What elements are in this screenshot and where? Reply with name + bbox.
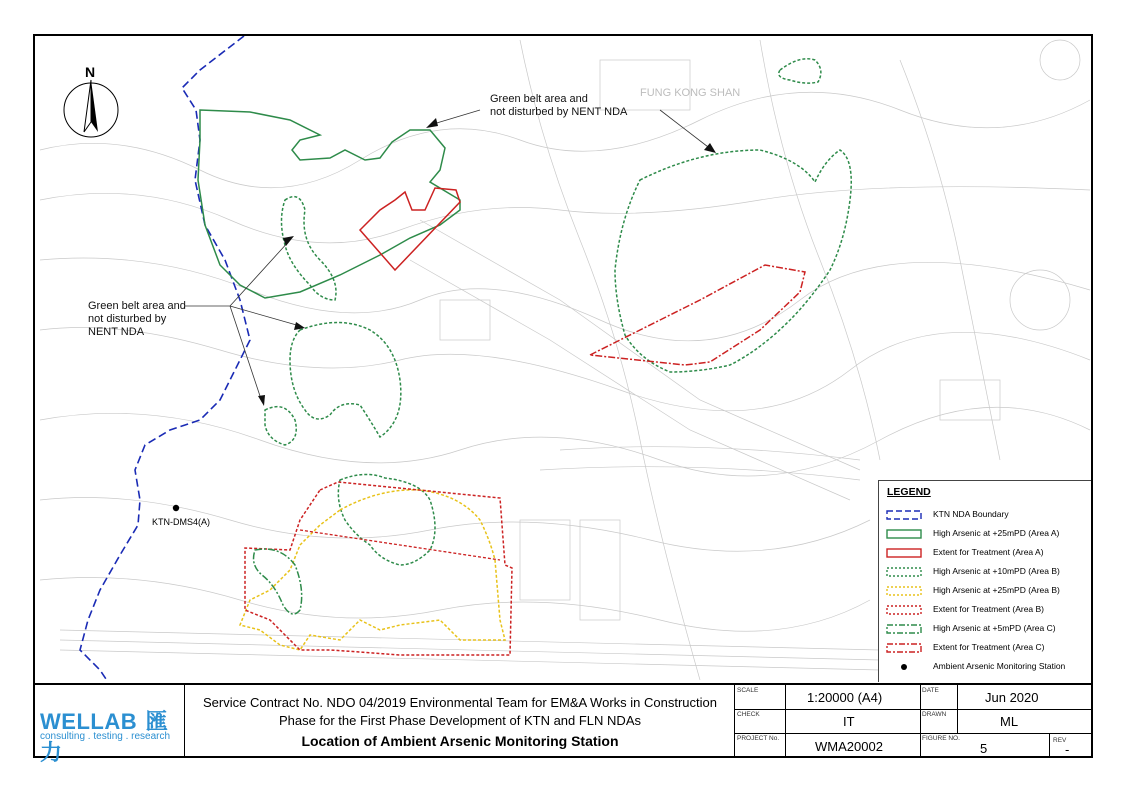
annotation-line: NENT NDA — [88, 326, 145, 338]
date-value: Jun 2020 — [985, 690, 1039, 705]
area-b-extent-treatment-inner — [300, 530, 500, 560]
legend-label: High Arsenic at +10mPD (Area B) — [933, 566, 1060, 576]
legend-item-area-a-25mpd — [885, 525, 1090, 543]
date-label: DATE — [922, 687, 939, 694]
legend-item-area-b-treatment — [885, 601, 1090, 619]
legend-swatch — [885, 622, 925, 636]
legend-item-area-a-treatment — [885, 544, 1090, 562]
logo-tagline: consulting . testing . research — [40, 731, 171, 742]
legend-item-area-b-10mpd — [885, 563, 1090, 581]
legend-swatch — [885, 603, 925, 617]
meta-grid — [735, 685, 1091, 758]
legend-swatch — [885, 660, 925, 674]
area-b-high-arsenic-25mpd — [240, 490, 505, 650]
scale-label: SCALE — [737, 687, 759, 694]
scale-value: 1:20000 (A4) — [807, 690, 883, 705]
drawn-value: ML — [1000, 714, 1019, 729]
north-label: N — [85, 64, 96, 80]
legend-label: Extent for Treatment (Area C) — [933, 642, 1045, 652]
legend-label: High Arsenic at +25mPD (Area B) — [933, 585, 1060, 595]
area-b-high-arsenic-10mpd-shapes — [265, 59, 851, 565]
rev-value: - — [1065, 742, 1070, 757]
annotation-arrowheads — [258, 118, 716, 406]
annotation-green-belt-left — [88, 300, 186, 339]
legend-swatch — [885, 641, 925, 655]
legend-swatch — [885, 508, 925, 522]
legend-item-monitoring-station — [885, 658, 1090, 676]
legend-item-area-b-25mpd — [885, 582, 1090, 600]
annotation-leaders — [185, 110, 712, 402]
legend-swatch — [885, 546, 925, 560]
legend-label: Ambient Arsenic Monitoring Station — [933, 661, 1066, 671]
annotation-line: Green belt area and — [88, 300, 186, 312]
project-label: PROJECT No. — [737, 735, 780, 742]
contract-line-2: Phase for the First Phase Development of KTN and FLN NDAs — [279, 713, 641, 728]
area-c-extent-treatment — [590, 265, 805, 365]
annotation-line: not disturbed by — [88, 313, 167, 325]
legend-swatch — [885, 565, 925, 579]
legend-label: Extent for Treatment (Area B) — [933, 604, 1045, 614]
logo-text: WELLAB — [40, 709, 138, 734]
legend-label: High Arsenic at +5mPD (Area C) — [933, 623, 1056, 633]
map-legend — [878, 480, 1091, 682]
place-label-fung-kong-shan: FUNG KONG SHAN — [640, 87, 741, 99]
drawn-label: DRAWN — [922, 711, 947, 718]
annotation-line: not disturbed by NENT NDA — [490, 106, 628, 118]
north-arrow-icon — [64, 80, 118, 137]
logo-cell — [35, 685, 185, 765]
title-block — [35, 683, 1091, 765]
project-value: WMA20002 — [815, 739, 883, 754]
monitoring-station-label: KTN-DMS4(A) — [152, 517, 210, 527]
drawing-title: Location of Ambient Arsenic Monitoring Station — [301, 733, 619, 749]
figure-label: FIGURE NO. — [922, 735, 960, 742]
legend-label: KTN NDA Boundary — [933, 509, 1009, 519]
legend-item-ktn-boundary — [885, 506, 1090, 524]
legend-item-area-c-treatment — [885, 639, 1090, 657]
legend-label: High Arsenic at +25mPD (Area A) — [933, 528, 1060, 538]
check-label: CHECK — [737, 711, 760, 718]
rev-label: REV — [1053, 737, 1067, 744]
legend-swatch — [885, 527, 925, 541]
monitoring-station-marker[interactable] — [173, 505, 179, 511]
logo-chinese: 匯力 — [40, 709, 169, 765]
legend-title: LEGEND — [887, 486, 931, 498]
annotation-green-belt-top — [490, 93, 627, 119]
figure-value: 5 — [980, 741, 988, 756]
legend-label: Extent for Treatment (Area A) — [933, 547, 1044, 557]
legend-swatch — [885, 584, 925, 598]
title-cell — [185, 685, 735, 758]
annotation-line: Green belt area and — [490, 93, 588, 105]
check-value: IT — [843, 714, 855, 729]
legend-item-area-c-5mpd — [885, 620, 1090, 638]
contract-line-1: Service Contract No. NDO 04/2019 Environmental Team for EM&A Works in Construction — [203, 695, 717, 710]
